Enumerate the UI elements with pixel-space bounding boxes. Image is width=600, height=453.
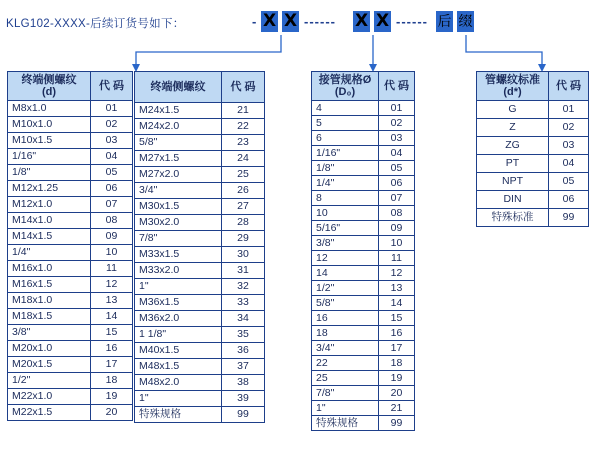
end-thread-table-1 (7, 71, 133, 421)
spec-cell: DIN (477, 191, 549, 209)
code-cell: 36 (222, 343, 265, 359)
table-row (8, 165, 133, 181)
table-row (135, 327, 265, 343)
spec-cell: M48x2.0 (135, 375, 222, 391)
table-row (312, 266, 415, 281)
code-cell: 31 (222, 263, 265, 279)
spec-cell: 1/16" (312, 146, 379, 161)
code-cell: 21 (379, 401, 415, 416)
code-cell: 35 (222, 327, 265, 343)
spec-cell: M16x1.5 (8, 277, 91, 293)
code-separator-mid: ------ (304, 14, 336, 29)
table-row (8, 357, 133, 373)
code-separator-lead: - (252, 14, 258, 29)
code-cell: 03 (549, 137, 589, 155)
spec-cell: M12x1.0 (8, 197, 91, 213)
code-cell: 18 (91, 373, 133, 389)
spec-cell: Z (477, 119, 549, 137)
table-row (8, 101, 133, 117)
spec-cell: 5 (312, 116, 379, 131)
table-row (135, 359, 265, 375)
table-row (312, 131, 415, 146)
table-row (8, 245, 133, 261)
code-cell: 14 (91, 309, 133, 325)
spec-cell: 特殊标准 (477, 209, 549, 227)
spec-cell: 特殊规格 (312, 416, 379, 431)
spec-cell: 25 (312, 371, 379, 386)
header-tube-label: 接管规格Ø (318, 74, 372, 86)
table-row (312, 206, 415, 221)
code-box-4: X (375, 11, 390, 31)
table-row (312, 236, 415, 251)
table-row (8, 117, 133, 133)
code-cell: 04 (379, 146, 415, 161)
code-cell: 17 (379, 341, 415, 356)
table-row (135, 295, 265, 311)
spec-cell: 12 (312, 251, 379, 266)
table-row (135, 103, 265, 119)
table-row (8, 133, 133, 149)
code-cell: 04 (91, 149, 133, 165)
spec-cell: 14 (312, 266, 379, 281)
code-cell: 06 (91, 181, 133, 197)
code-cell: 22 (222, 119, 265, 135)
table-row (312, 416, 415, 431)
code-cell: 99 (222, 407, 265, 423)
code-cell: 20 (379, 386, 415, 401)
table-row (135, 279, 265, 295)
table-row (135, 247, 265, 263)
code-cell: 02 (549, 119, 589, 137)
table-row (8, 293, 133, 309)
spec-cell: 1 1/8" (135, 327, 222, 343)
code-cell: 12 (379, 266, 415, 281)
table-row (135, 311, 265, 327)
spec-cell: 1" (135, 391, 222, 407)
code-cell: 38 (222, 375, 265, 391)
spec-cell: M20x1.5 (8, 357, 91, 373)
spec-cell: M36x2.0 (135, 311, 222, 327)
table-row (312, 311, 415, 326)
code-cell: 19 (379, 371, 415, 386)
table-row (477, 137, 589, 155)
header-code: 代 码 (549, 72, 589, 101)
spec-cell: M48x1.5 (135, 359, 222, 375)
code-box-1: X (262, 11, 277, 31)
spec-cell: 1/16" (8, 149, 91, 165)
code-cell: 01 (379, 101, 415, 116)
spec-cell: M40x1.5 (135, 343, 222, 359)
code-cell: 08 (379, 206, 415, 221)
header-code: 代 码 (222, 72, 265, 103)
spec-cell: 7/8" (135, 231, 222, 247)
tube-size-table (311, 71, 415, 431)
table-row (477, 173, 589, 191)
table-row (312, 326, 415, 341)
table-row (312, 371, 415, 386)
spec-cell: M33x2.0 (135, 263, 222, 279)
header-thread-sub: (d) (41, 86, 57, 98)
code-cell: 02 (379, 116, 415, 131)
spec-cell: M30x1.5 (135, 199, 222, 215)
code-cell: 14 (379, 296, 415, 311)
suffix-box-1: 后 (436, 11, 453, 32)
spec-cell: M14x1.0 (8, 213, 91, 229)
code-cell: 26 (222, 183, 265, 199)
code-cell: 01 (91, 101, 133, 117)
code-cell: 33 (222, 295, 265, 311)
table-row (8, 213, 133, 229)
code-cell: 12 (91, 277, 133, 293)
spec-cell: 5/8" (135, 135, 222, 151)
spec-cell: 1/8" (312, 161, 379, 176)
table-row (312, 281, 415, 296)
spec-cell: 8 (312, 191, 379, 206)
table-row (477, 191, 589, 209)
spec-cell: 1" (135, 279, 222, 295)
table-row (312, 161, 415, 176)
table-row (477, 119, 589, 137)
spec-cell: 4 (312, 101, 379, 116)
spec-cell: M14x1.5 (8, 229, 91, 245)
table-row (135, 199, 265, 215)
table-row (312, 146, 415, 161)
code-cell: 30 (222, 247, 265, 263)
code-cell: 18 (379, 356, 415, 371)
spec-cell: 10 (312, 206, 379, 221)
spec-cell: 6 (312, 131, 379, 146)
code-cell: 21 (222, 103, 265, 119)
table-row (135, 263, 265, 279)
code-cell: 05 (91, 165, 133, 181)
table-row (8, 181, 133, 197)
table-row (8, 389, 133, 405)
spec-cell: M20x1.0 (8, 341, 91, 357)
code-cell: 10 (91, 245, 133, 261)
spec-cell: 16 (312, 311, 379, 326)
code-cell: 32 (222, 279, 265, 295)
code-cell: 09 (379, 221, 415, 236)
spec-cell: M18x1.5 (8, 309, 91, 325)
header-thread-name: 终端侧螺纹 (135, 72, 222, 103)
table-row (312, 251, 415, 266)
spec-cell: M33x1.5 (135, 247, 222, 263)
code-cell: 03 (91, 133, 133, 149)
suffix-box-2: 缀 (457, 11, 474, 32)
code-cell: 99 (379, 416, 415, 431)
code-cell: 20 (91, 405, 133, 421)
code-cell: 01 (549, 101, 589, 119)
spec-cell: 1" (312, 401, 379, 416)
code-cell: 24 (222, 151, 265, 167)
spec-cell: M24x1.5 (135, 103, 222, 119)
spec-cell: G (477, 101, 549, 119)
code-cell: 23 (222, 135, 265, 151)
spec-cell: M22x1.5 (8, 405, 91, 421)
pipe-thread-table (476, 71, 589, 227)
spec-cell: M27x2.0 (135, 167, 222, 183)
table-row (312, 101, 415, 116)
header-thread-name (8, 72, 91, 101)
code-cell: 05 (549, 173, 589, 191)
spec-cell: M16x1.0 (8, 261, 91, 277)
code-cell: 03 (379, 131, 415, 146)
table-row (8, 149, 133, 165)
code-cell: 15 (91, 325, 133, 341)
connector-pipe-thread (466, 35, 542, 66)
code-cell: 08 (91, 213, 133, 229)
table-row (477, 101, 589, 119)
code-box-2: X (283, 11, 298, 31)
code-cell: 15 (379, 311, 415, 326)
code-cell: 99 (549, 209, 589, 227)
code-cell: 25 (222, 167, 265, 183)
header-code: 代 码 (379, 72, 415, 101)
spec-cell: 1/2" (312, 281, 379, 296)
spec-cell: 18 (312, 326, 379, 341)
spec-cell: M18x1.0 (8, 293, 91, 309)
table-row (312, 116, 415, 131)
code-box-3: X (354, 11, 369, 31)
code-cell: 16 (91, 341, 133, 357)
header-pipe-label: 管螺纹标准 (485, 74, 540, 86)
table-row (135, 375, 265, 391)
spec-cell: 3/4" (312, 341, 379, 356)
table-row (135, 343, 265, 359)
table-row (312, 401, 415, 416)
header-thread-label: 终端侧螺纹 (21, 74, 77, 86)
spec-cell: 22 (312, 356, 379, 371)
spec-cell: 特殊规格 (135, 407, 222, 423)
code-cell: 28 (222, 215, 265, 231)
spec-cell: M10x1.0 (8, 117, 91, 133)
code-cell: 02 (91, 117, 133, 133)
table-row (312, 176, 415, 191)
spec-cell: 1/4" (8, 245, 91, 261)
table-row (8, 261, 133, 277)
header-pipe-name (477, 72, 549, 101)
code-cell: 19 (91, 389, 133, 405)
table-row (135, 391, 265, 407)
code-cell: 05 (379, 161, 415, 176)
code-cell: 10 (379, 236, 415, 251)
spec-cell: M22x1.0 (8, 389, 91, 405)
table-row (135, 231, 265, 247)
table-row (8, 325, 133, 341)
table-row (312, 221, 415, 236)
code-cell: 29 (222, 231, 265, 247)
spec-cell: NPT (477, 173, 549, 191)
spec-cell: 5/16" (312, 221, 379, 236)
spec-cell: 1/4" (312, 176, 379, 191)
spec-cell: M27x1.5 (135, 151, 222, 167)
header-pipe-sub: (d*) (503, 86, 522, 98)
spec-cell: M36x1.5 (135, 295, 222, 311)
code-cell: 07 (379, 191, 415, 206)
table-row (8, 277, 133, 293)
code-cell: 17 (91, 357, 133, 373)
spec-cell: 7/8" (312, 386, 379, 401)
spec-cell: M8x1.0 (8, 101, 91, 117)
table-row (135, 215, 265, 231)
table-row (135, 167, 265, 183)
table-row (135, 119, 265, 135)
header-tube-sub: (D₀) (334, 86, 356, 98)
table-row (135, 183, 265, 199)
spec-cell: 3/4" (135, 183, 222, 199)
spec-cell: M10x1.5 (8, 133, 91, 149)
table-row (135, 407, 265, 423)
spec-cell: 1/2" (8, 373, 91, 389)
code-cell: 34 (222, 311, 265, 327)
header-tube-name (312, 72, 379, 101)
code-cell: 39 (222, 391, 265, 407)
code-cell: 13 (91, 293, 133, 309)
table-row (135, 135, 265, 151)
connector-end-thread (136, 35, 281, 66)
code-cell: 37 (222, 359, 265, 375)
code-cell: 04 (549, 155, 589, 173)
end-thread-table-2 (134, 71, 265, 423)
table-row (477, 155, 589, 173)
page-title: KLG102-XXXX-后续订货号如下： (6, 18, 185, 30)
spec-cell: M12x1.25 (8, 181, 91, 197)
spec-cell: 3/8" (8, 325, 91, 341)
table-row (312, 341, 415, 356)
spec-cell: M30x2.0 (135, 215, 222, 231)
table-row (312, 386, 415, 401)
table-row (312, 356, 415, 371)
table-row (8, 373, 133, 389)
code-cell: 11 (91, 261, 133, 277)
code-cell: 06 (549, 191, 589, 209)
table-row (312, 191, 415, 206)
code-cell: 11 (379, 251, 415, 266)
table-row (8, 405, 133, 421)
table-row (312, 296, 415, 311)
spec-cell: ZG (477, 137, 549, 155)
code-cell: 13 (379, 281, 415, 296)
spec-cell: M24x2.0 (135, 119, 222, 135)
table-row (8, 341, 133, 357)
table-row (477, 209, 589, 227)
header-code: 代 码 (91, 72, 133, 101)
spec-cell: 3/8" (312, 236, 379, 251)
code-cell: 27 (222, 199, 265, 215)
code-cell: 06 (379, 176, 415, 191)
spec-cell: 1/8" (8, 165, 91, 181)
table-row (8, 309, 133, 325)
code-cell: 09 (91, 229, 133, 245)
code-cell: 07 (91, 197, 133, 213)
spec-cell: 5/8" (312, 296, 379, 311)
table-row (8, 229, 133, 245)
table-row (135, 151, 265, 167)
spec-cell: PT (477, 155, 549, 173)
code-cell: 16 (379, 326, 415, 341)
code-separator-tail: ------ (396, 14, 428, 29)
table-row (8, 197, 133, 213)
